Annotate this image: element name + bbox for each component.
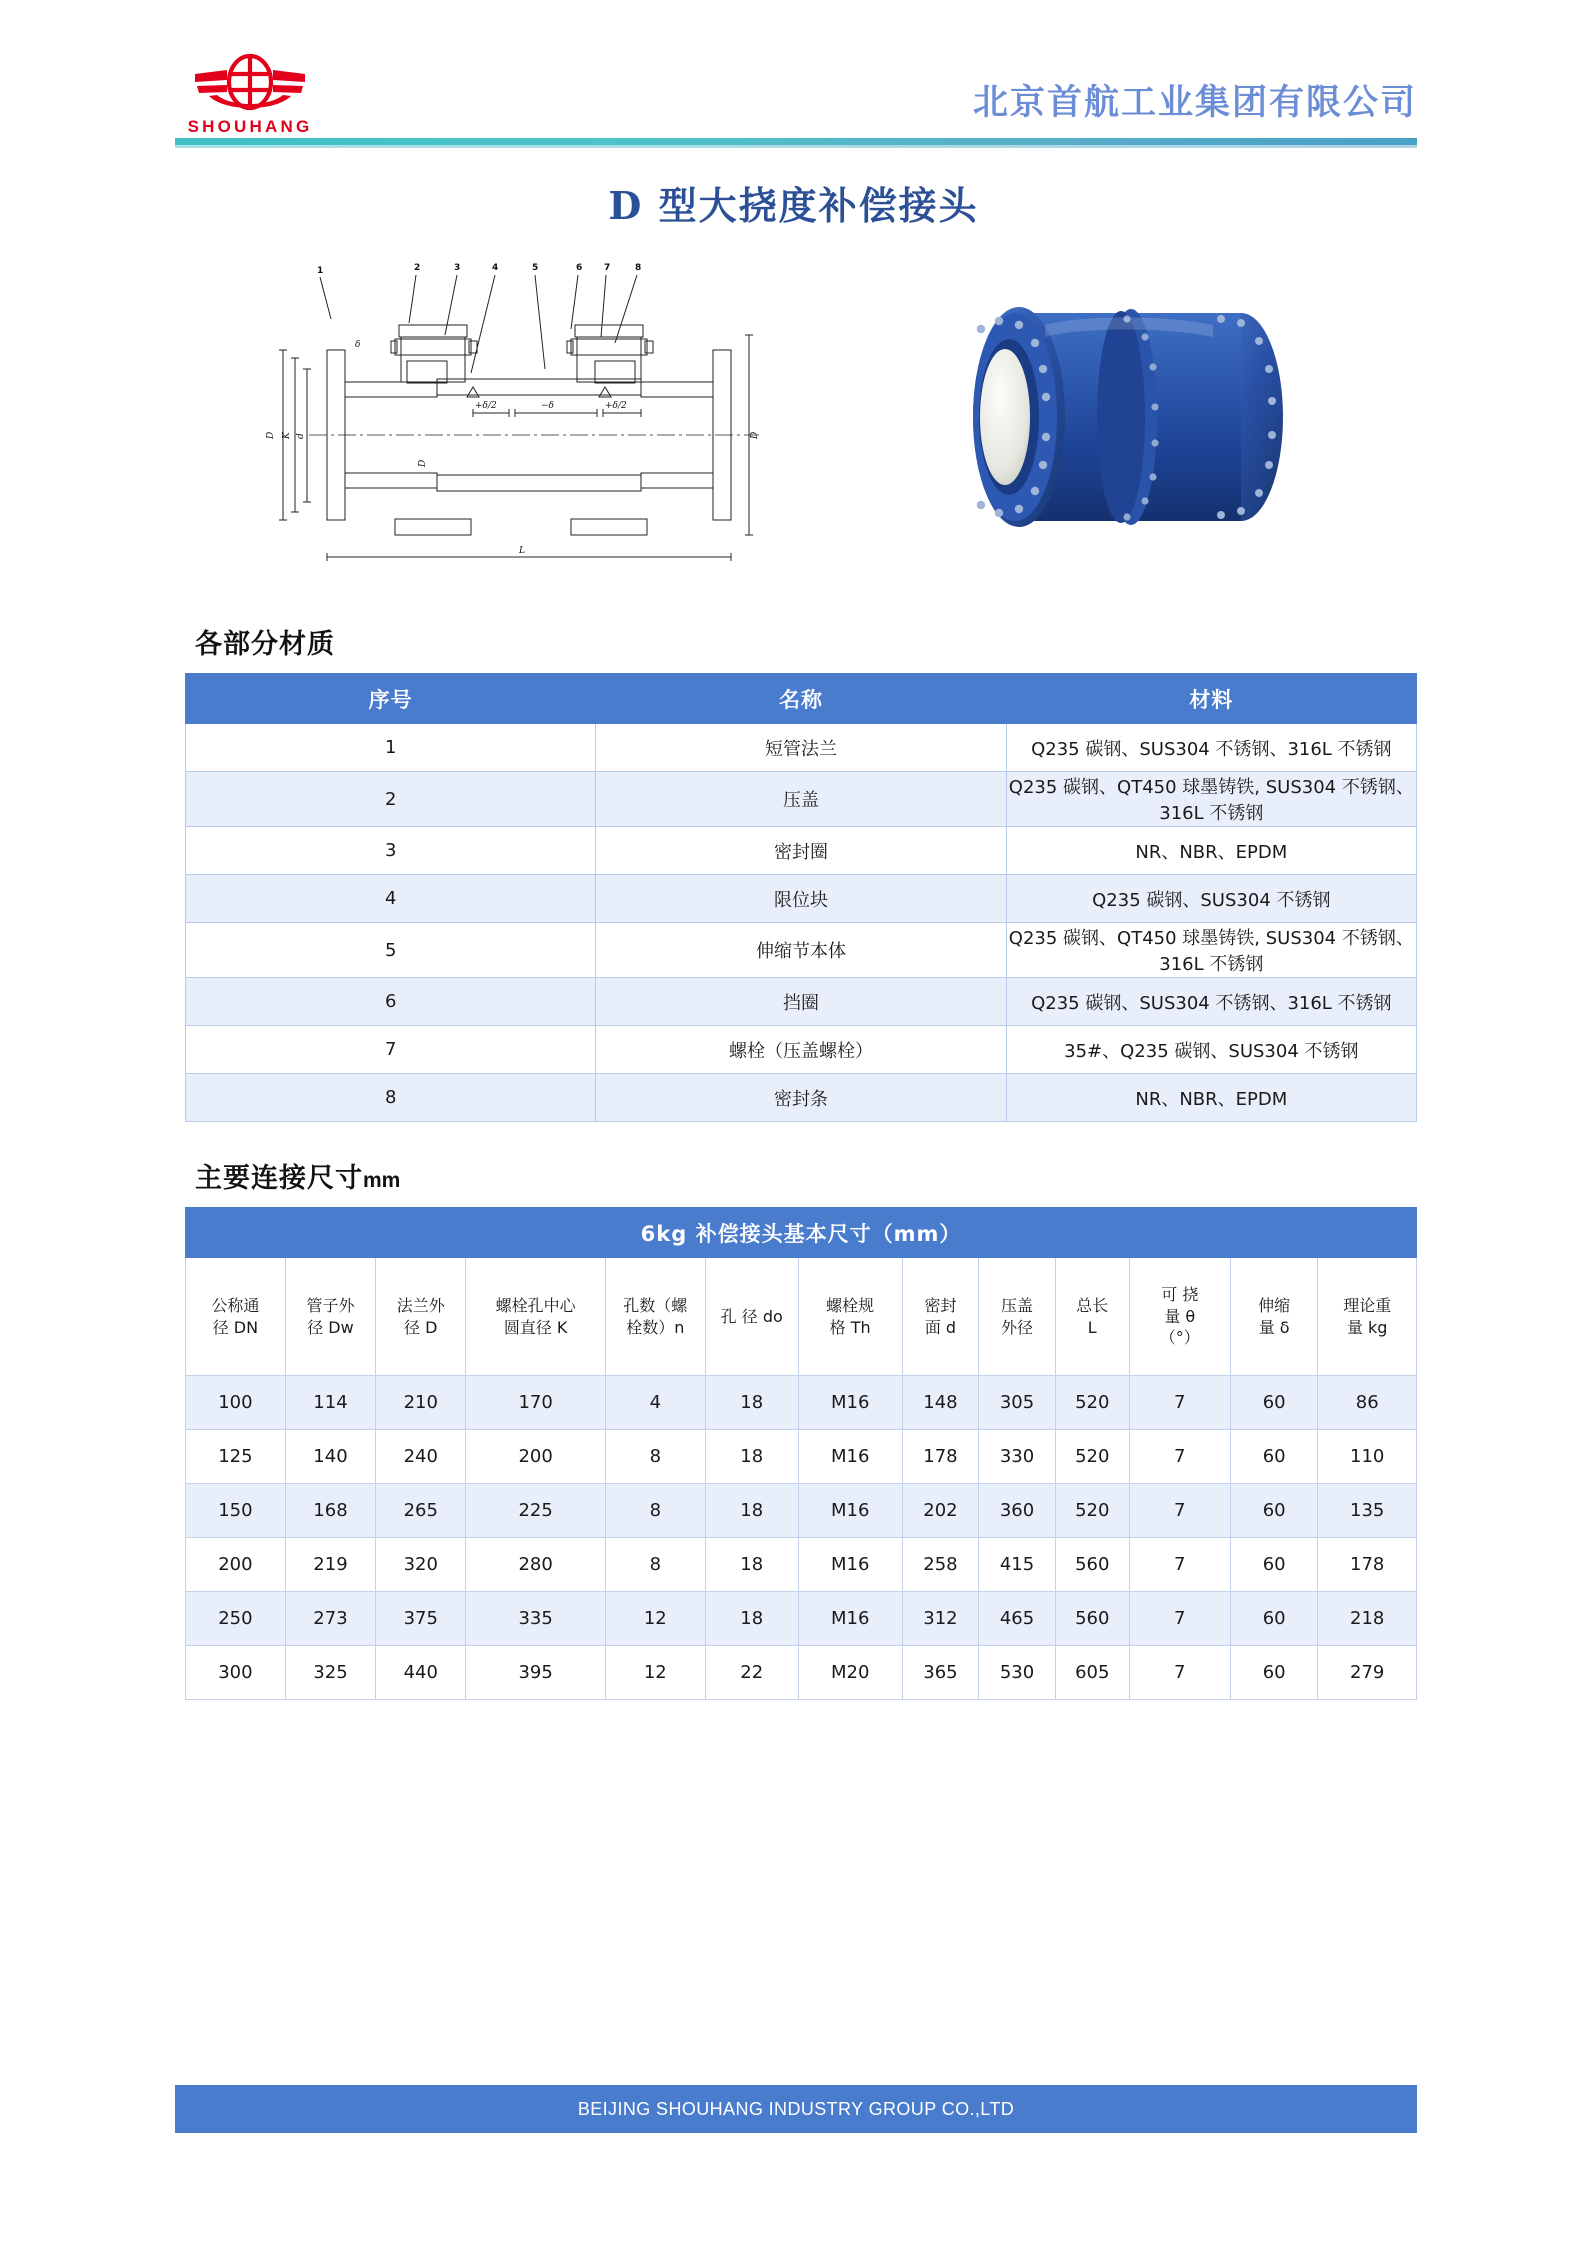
cell-flange-od: 320 [376, 1538, 466, 1592]
cell-flange-od: 265 [376, 1484, 466, 1538]
cell-flange-od: 210 [376, 1376, 466, 1430]
cell-deflection: 7 [1129, 1538, 1230, 1592]
cell-pipe-od: 273 [285, 1592, 375, 1646]
cell-pipe-od: 325 [285, 1646, 375, 1700]
cell-index: 6 [186, 978, 596, 1026]
column-header-seal-face: 密封 面 d [902, 1258, 979, 1376]
cell-index: 4 [186, 875, 596, 923]
cell-pipe-od: 219 [285, 1538, 375, 1592]
table-row [186, 978, 1417, 1026]
product-photo [869, 267, 1339, 567]
cell-weight: 279 [1318, 1646, 1417, 1700]
column-header-flange-od: 法兰外 径 D [376, 1258, 466, 1376]
cell-name: 伸缩节本体 [596, 923, 1006, 978]
cell-expansion: 60 [1230, 1430, 1318, 1484]
cell-dn: 100 [186, 1376, 286, 1430]
cell-seal-face: 258 [902, 1538, 979, 1592]
cell-hole-count: 8 [605, 1430, 705, 1484]
cell-hole-dia: 18 [705, 1430, 798, 1484]
dimensions-column-header-row [186, 1258, 1417, 1376]
cell-dn: 250 [186, 1592, 286, 1646]
table-row [186, 923, 1417, 978]
logo-wordmark: SHOUHANG [187, 117, 313, 136]
svg-text:5: 5 [531, 263, 538, 273]
cell-bolt-circle: 280 [466, 1538, 606, 1592]
cell-bolt-spec: M16 [798, 1430, 902, 1484]
cell-bolt-circle: 200 [466, 1430, 606, 1484]
cell-deflection: 7 [1129, 1646, 1230, 1700]
svg-text:d: d [295, 433, 306, 439]
dimensions-table-wrap [185, 1207, 1417, 1700]
table-row [186, 1646, 1417, 1700]
cell-expansion: 60 [1230, 1484, 1318, 1538]
table-row [186, 1376, 1417, 1430]
cell-name: 密封条 [596, 1074, 1006, 1122]
cell-material: Q235 碳钢、SUS304 不锈钢、316L 不锈钢 [1006, 724, 1416, 772]
cell-hole-dia: 18 [705, 1592, 798, 1646]
column-header-deflection: 可 挠 量 θ （°） [1129, 1258, 1230, 1376]
table-row [186, 1484, 1417, 1538]
cell-flange-od: 240 [376, 1430, 466, 1484]
column-header-gland-od: 压盖 外径 [979, 1258, 1056, 1376]
materials-table-wrap [185, 673, 1417, 1122]
svg-text:D: D [417, 459, 428, 467]
cell-bolt-circle: 170 [466, 1376, 606, 1430]
cell-bolt-spec: M16 [798, 1592, 902, 1646]
cell-expansion: 60 [1230, 1592, 1318, 1646]
cell-weight: 110 [1318, 1430, 1417, 1484]
table-row [186, 827, 1417, 875]
cell-dn: 300 [186, 1646, 286, 1700]
cell-deflection: 7 [1129, 1592, 1230, 1646]
column-header-dn: 公称通 径 DN [186, 1258, 286, 1376]
svg-text:δ: δ [354, 340, 360, 350]
cell-index: 8 [186, 1074, 596, 1122]
column-header-hole-count: 孔数（螺 栓数）n [605, 1258, 705, 1376]
svg-text:4: 4 [491, 263, 498, 273]
cell-index: 5 [186, 923, 596, 978]
cell-hole-count: 12 [605, 1592, 705, 1646]
cell-gland-od: 330 [979, 1430, 1056, 1484]
dimensions-section-heading [195, 1156, 1587, 1195]
cell-total-length: 560 [1055, 1538, 1129, 1592]
column-header-bolt-circle: 螺栓孔中心 圆直径 K [466, 1258, 606, 1376]
figure-row [0, 252, 1587, 582]
cell-gland-od: 415 [979, 1538, 1056, 1592]
dimensions-table [185, 1207, 1417, 1700]
table-row [186, 724, 1417, 772]
cell-name: 螺栓（压盖螺栓） [596, 1026, 1006, 1074]
cell-flange-od: 440 [376, 1646, 466, 1700]
cell-hole-dia: 18 [705, 1376, 798, 1430]
column-header-index: 序号 [186, 674, 596, 724]
cell-material: Q235 碳钢、SUS304 不锈钢、316L 不锈钢 [1006, 978, 1416, 1026]
cell-bolt-spec: M16 [798, 1484, 902, 1538]
table-row [186, 1592, 1417, 1646]
cell-seal-face: 178 [902, 1430, 979, 1484]
cell-total-length: 605 [1055, 1646, 1129, 1700]
column-header-weight: 理论重 量 kg [1318, 1258, 1417, 1376]
cell-bolt-spec: M16 [798, 1376, 902, 1430]
dimensions-table-body [186, 1376, 1417, 1700]
svg-text:D: D [265, 431, 276, 439]
svg-text:−δ: −δ [540, 401, 554, 411]
svg-text:6: 6 [575, 263, 582, 273]
cell-bolt-circle: 395 [466, 1646, 606, 1700]
svg-text:K: K [281, 432, 292, 439]
cell-material: Q235 碳钢、SUS304 不锈钢 [1006, 875, 1416, 923]
svg-text:3: 3 [453, 263, 460, 273]
cell-deflection: 7 [1129, 1430, 1230, 1484]
cell-material: NR、NBR、EPDM [1006, 827, 1416, 875]
cell-hole-count: 4 [605, 1376, 705, 1430]
dimensions-table-title-row [186, 1208, 1417, 1258]
technical-drawing [249, 257, 809, 577]
cell-total-length: 520 [1055, 1376, 1129, 1430]
materials-table [185, 673, 1417, 1122]
cell-deflection: 7 [1129, 1484, 1230, 1538]
cell-gland-od: 530 [979, 1646, 1056, 1700]
cell-dn: 150 [186, 1484, 286, 1538]
cell-bolt-spec: M16 [798, 1538, 902, 1592]
svg-text:7: 7 [603, 263, 610, 273]
cell-expansion: 60 [1230, 1538, 1318, 1592]
cell-pipe-od: 114 [285, 1376, 375, 1430]
cell-pipe-od: 140 [285, 1430, 375, 1484]
cell-name: 密封圈 [596, 827, 1006, 875]
cell-weight: 178 [1318, 1538, 1417, 1592]
table-row [186, 875, 1417, 923]
table-header-row [186, 674, 1417, 724]
page-header [0, 0, 1587, 145]
cell-index: 7 [186, 1026, 596, 1074]
cell-flange-od: 375 [376, 1592, 466, 1646]
cell-index: 1 [186, 724, 596, 772]
cell-dn: 200 [186, 1538, 286, 1592]
cell-index: 3 [186, 827, 596, 875]
cell-name: 压盖 [596, 772, 1006, 827]
column-header-name: 名称 [596, 674, 1006, 724]
cell-hole-dia: 18 [705, 1484, 798, 1538]
cell-gland-od: 465 [979, 1592, 1056, 1646]
shouhang-emblem-icon [175, 52, 325, 120]
cell-dn: 125 [186, 1430, 286, 1484]
cell-expansion: 60 [1230, 1646, 1318, 1700]
svg-text:1: 1 [316, 266, 323, 276]
svg-text:8: 8 [634, 263, 641, 273]
cell-name: 挡圈 [596, 978, 1006, 1026]
cell-hole-dia: 18 [705, 1538, 798, 1592]
column-header-material: 材料 [1006, 674, 1416, 724]
column-header-expansion: 伸缩 量 δ [1230, 1258, 1318, 1376]
cell-index: 2 [186, 772, 596, 827]
cell-material: 35#、Q235 碳钢、SUS304 不锈钢 [1006, 1026, 1416, 1074]
dimensions-heading-unit: mm [363, 1169, 401, 1192]
cell-hole-count: 8 [605, 1484, 705, 1538]
materials-table-body [186, 724, 1417, 1122]
column-header-hole-dia: 孔 径 do [705, 1258, 798, 1376]
dimensions-table-head [186, 1208, 1417, 1376]
table-row [186, 772, 1417, 827]
company-logo [175, 52, 325, 137]
dimensions-heading-text: 主要连接尺寸 [195, 1163, 363, 1194]
table-row [186, 1430, 1417, 1484]
cell-deflection: 7 [1129, 1376, 1230, 1430]
cell-total-length: 560 [1055, 1592, 1129, 1646]
cell-seal-face: 312 [902, 1592, 979, 1646]
header-divider [175, 138, 1417, 145]
svg-text:2: 2 [413, 263, 420, 273]
column-header-bolt-spec: 螺栓规 格 Th [798, 1258, 902, 1376]
cell-hole-count: 8 [605, 1538, 705, 1592]
cell-gland-od: 305 [979, 1376, 1056, 1430]
cell-seal-face: 202 [902, 1484, 979, 1538]
table-row [186, 1074, 1417, 1122]
column-header-pipe-od: 管子外 径 Dw [285, 1258, 375, 1376]
cell-expansion: 60 [1230, 1376, 1318, 1430]
cell-bolt-circle: 335 [466, 1592, 606, 1646]
svg-text:+δ/2: +δ/2 [604, 401, 627, 411]
column-header-total-length: 总长 L [1055, 1258, 1129, 1376]
dimensions-table-title: 6kg 补偿接头基本尺寸（mm） [186, 1208, 1417, 1258]
cell-bolt-spec: M20 [798, 1646, 902, 1700]
svg-text:+δ/2: +δ/2 [474, 401, 497, 411]
cell-seal-face: 148 [902, 1376, 979, 1430]
page-title: D 型大挠度补偿接头 [608, 183, 979, 228]
table-row [186, 1538, 1417, 1592]
materials-section-heading: 各部分材质 [195, 629, 335, 660]
cell-pipe-od: 168 [285, 1484, 375, 1538]
table-row [186, 1026, 1417, 1074]
cell-gland-od: 360 [979, 1484, 1056, 1538]
svg-text:L: L [518, 546, 525, 556]
svg-text:D: D [749, 431, 760, 439]
company-name: 北京首航工业集团有限公司 [972, 83, 1417, 123]
cell-seal-face: 365 [902, 1646, 979, 1700]
cell-hole-count: 12 [605, 1646, 705, 1700]
cell-bolt-circle: 225 [466, 1484, 606, 1538]
cell-name: 短管法兰 [596, 724, 1006, 772]
cell-material: Q235 碳钢、QT450 球墨铸铁, SUS304 不锈钢、316L 不锈钢 [1006, 772, 1416, 827]
cell-material: Q235 碳钢、QT450 球墨铸铁, SUS304 不锈钢、316L 不锈钢 [1006, 923, 1416, 978]
cell-weight: 86 [1318, 1376, 1417, 1430]
cell-hole-dia: 22 [705, 1646, 798, 1700]
cell-name: 限位块 [596, 875, 1006, 923]
cell-total-length: 520 [1055, 1430, 1129, 1484]
cell-weight: 218 [1318, 1592, 1417, 1646]
page-footer: BEIJING SHOUHANG INDUSTRY GROUP CO.,LTD [175, 2085, 1417, 2133]
cell-total-length: 520 [1055, 1484, 1129, 1538]
materials-table-head [186, 674, 1417, 724]
cell-material: NR、NBR、EPDM [1006, 1074, 1416, 1122]
cell-weight: 135 [1318, 1484, 1417, 1538]
